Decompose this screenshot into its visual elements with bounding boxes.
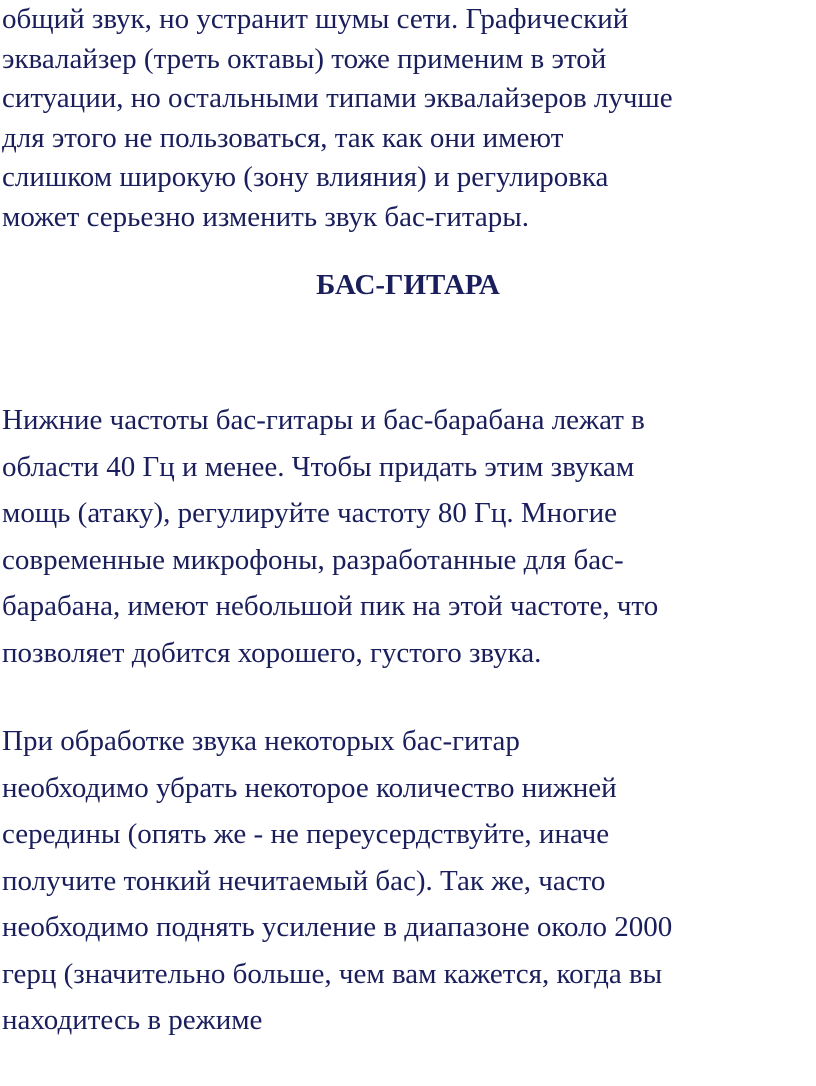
- text-line: эквалайзер (треть октавы) тоже применим в этой: [2, 42, 607, 75]
- text-line: находитесь в режиме: [2, 1004, 263, 1036]
- text-line: общий звук, но устранит шумы сети. Графический: [2, 3, 629, 35]
- text-line: барабана, имеют небольшой пик на этой частоте, что: [2, 590, 659, 622]
- text-line: области 40 Гц и менее. Чтобы придать этим звукам: [2, 450, 635, 483]
- text-line: необходимо поднять усиление в диапазоне около 2000: [2, 911, 673, 943]
- text-line: получите тонкий нечитаемый бас). Так же, часто: [2, 864, 606, 897]
- text-line: При обработке звука некоторых бас-гитар: [2, 725, 520, 757]
- text-line: Нижние частоты бас-гитары и бас-барабана лежат в: [2, 404, 645, 436]
- processing-paragraph: [2, 718, 672, 1044]
- text-line: для этого не пользоваться, так как они имеют: [2, 121, 564, 154]
- text-line: слишком широкую (зону влияния) и регулировка: [2, 161, 609, 193]
- text-line: ситуации, но остальными типами эквалайзеров лучше: [2, 82, 673, 114]
- text-line: позволяет добится хорошего, густого звука.: [2, 636, 542, 669]
- bass-frequencies-paragraph: [2, 397, 658, 676]
- text-line: середины (опять же - не переусердствуйте, иначе: [2, 818, 610, 850]
- text-line: необходимо убрать некоторое количество нижней: [2, 771, 617, 804]
- text-line: современные микрофоны, разработанные для бас-: [2, 543, 624, 576]
- intro-paragraph: [2, 0, 673, 237]
- text-line: герц (значительно больше, чем вам кажется, когда вы: [2, 957, 663, 990]
- section-heading: БАС-ГИТАРА: [316, 269, 500, 301]
- text-line: может серьезно изменить звук бас-гитары.: [2, 200, 530, 233]
- text-line: мощь (атаку), регулируйте частоту 80 Гц. Многие: [2, 497, 617, 529]
